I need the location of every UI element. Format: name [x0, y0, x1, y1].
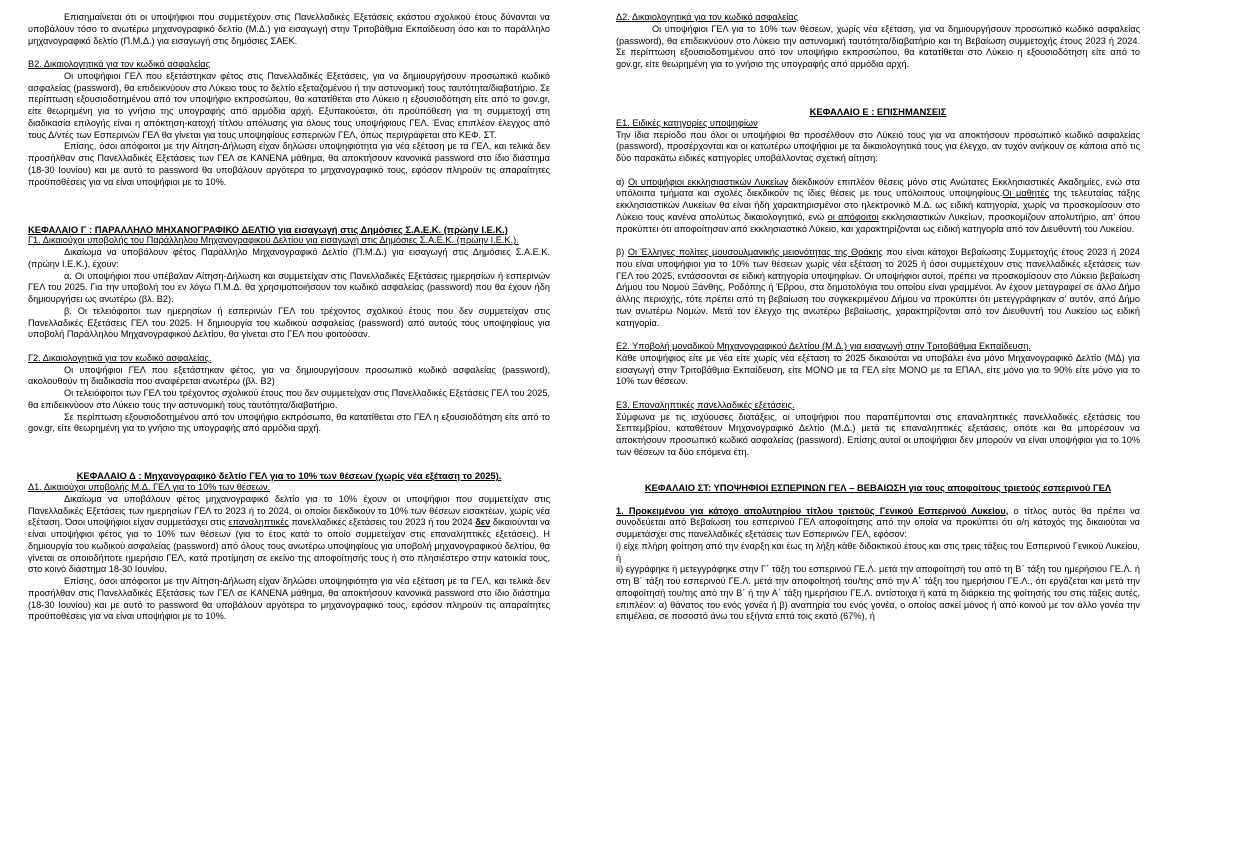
section-e3-title: Ε3. Επαναληπτικές πανελλαδικές εξετάσεις. [616, 399, 795, 410]
d1-paragraph-2: Επίσης, όσοι απόφοιτοι με την Αίτηση-Δήλωση είχαν δηλώσει υποψηφιότητα για νέα εξέταση με τα ΓΕΛ, και τελικά δεν προσήλθαν στις Πανελλαδικές Εξετάσεις των ΓΕΛ σε ΚΑΝΕΝΑ μάθημα, θα αποκτήσουν κανονικά password στο ίδιο διάστημα (18-30 Ιουνίου) και με αυτό το password θα υποβάλουν αργότερα το μηχανογραφικό τους, εφόσον πληρούν τις απαραίτητες προϋποθέσεις για να είναι υποψήφιοι με το 10%. [28, 576, 550, 622]
section-g1-title: Γ1. Δικαιούχοι υποβολής του Παράλληλου Μηχανογραφικού Δελτίου για εισαγωγή στις Δημόσιες Σ.Α.Ε.Κ. (πρώην Ι.Ε.Κ.). [28, 235, 519, 246]
chapter-st-title: ΚΕΦΑΛΑΙΟ ΣΤ: ΥΠΟΨΗΦΙΟΙ ΕΣΠΕΡΙΝΩΝ ΓΕΛ – ΒΕΒΑΙΩΣΗ για τους αποφοίτους τριετούς εσπερινού ΓΕΛ [644, 482, 1112, 493]
st1-item-ii: ii) εγγράφηκε ή μετεγγράφηκε στην Γ΄ τάξη του εσπερινού ΓΕ.Λ. μετά την αποφοίτησή του από τη Β΄ τάξη του ημερήσιου ΓΕ.Λ. ή στη Β΄ τάξη του εσπερινού ΓΕ.Λ. μετά την αποφοίτησή του/της από την Α΄ τάξη του ημερήσιου ΓΕ.Λ., ότι εργάζεται και μετά την αποφοίτησή του/της από την Β΄ ή την Α΄ τάξη ημερήσιου ΓΕ.Λ. αντίστοιχα ή κατά τη διάρκεια της φοίτησής του στις τάξεις αυτές, επιπλέον: α) θάνατος του ενός γονέα ή β) αναπηρία του ενός γονέα, ο οποίος ασκεί μόνος ή από κοινού με τον άλλο γονέα την επιμέλεια, σε ποσοστό άνω του εξήντα επτά τοις εκατό (67%), ή [616, 564, 1140, 622]
chapter-d-title: ΚΕΦΑΛΑΙΟ Δ : Μηχανογραφικό δελτίο ΓΕΛ για το 10% των θέσεων (χωρίς νέα εξέταση το 2025). [76, 470, 502, 482]
g1-item-b: β. Οι τελειόφοιτοι των ημερησίων ή εσπερινών ΓΕΛ του τρέχοντος σχολικού έτους που δεν συμμετείχαν στις Πανελλαδικές Εξετάσεις ΓΕΛ του 2025. Η δημιουργία του κωδικού ασφαλείας (password) από αυτούς τους υποψηφίους για υποβολή Παράλληλου Μηχανογραφικού Δελτίου, θα γίνεται στο ΓΕΛ που φοιτούσαν. [28, 305, 550, 340]
d1-paragraph-1: Δικαίωμα να υποβάλουν φέτος μηχανογραφικό δελτίο για το 10% έχουν οι υποψήφιοι που συμμετείχαν στις Πανελλαδικές Εξετάσεις των ημερησίων ΓΕΛ το 2023 ή το 2024, οι οποίοι διεκδικούν το 10% των θέσεων εισακτέων, χωρίς νέα εξέταση. Όσοι υποψήφιοι είχαν συμμετάσχει στις επαναληπτικές πανελλαδικές εξετάσεις του 2023 ή του 2024 δεν δικαιούνται να είναι υποψήφιοι φέτος για το 10% των θέσεων (για το έτος κατά το οποίο συμμετείχαν στις επαναληπτικές εξετάσεις). Η δημιουργία του κωδικού ασφαλείας (password) από όλους τους ανωτέρω υποψηφίους για υποβολή μηχανογραφικού δελτίου, θα γίνεται σε οποιοδήποτε ημερήσιο ΓΕΛ, κατά προτίμηση σε εκείνο της αποφοίτησής τους ή στο πλησιέστερο στην κατοικία τους, στο κοινό διάστημα 18-30 Ιουνίου. [28, 493, 550, 575]
g1-paragraph-1: Δικαίωμα να υποβάλουν φέτος Παράλληλο Μηχανογραφικό Δελτίο (Π.Μ.Δ.) για εισαγωγή στις Δημόσιες Σ.Α.Ε.Κ. (πρώην Ι.Ε.Κ.), έχουν: [28, 247, 550, 269]
e1-item-a: α) Οι υποψήφιοι εκκλησιαστικών Λυκείων διεκδικούν επιπλέον θέσεις μόνο στις Ανώτατες Εκκλησιαστικές Ακαδημίες, ενώ στα υπόλοιπα τμήματα και σχολές διεκδικούν τις ίδιες θέσεις με τους υπόλοιπους υποψηφίους.Οι μαθητές της τελευταίας τάξης εκκλησιαστικών Λυκείων θα είναι ήδη χαρακτηρισμένοι στο ηλεκτρονικό Μ.Δ. ως ειδική κατηγορία, χωρίς να προσκομίσουν στο Λύκειο τους κανένα απολύτως δικαιολογητικό, ενώ οι απόφοιτοι εκκλησιαστικών Λυκείων, προσκομίζουν απολυτήριο, απ' όπου προκύπτει ότι αποφοίτησαν από εκκλησιαστικό Λύκειο, και χαρακτηρίζονται ως ειδική κατηγορία από τον Διευθυντή του Λυκείου. [616, 176, 1140, 234]
e3-paragraph-1: Σύμφωνα με τις ισχύουσες διατάξεις, οι υποψήφιοι που παραπέμπονται στις επαναληπτικές πανελλαδικές εξετάσεις του Σεπτεμβρίου, καταθέτουν Μηχανογραφικό Δελτίο (Μ.Δ.) μετά τις επαναληπτικές εξετάσεις, οπότε και θα μπορέσουν να αποκτήσουν προσωπικό κωδικό ασφαλείας (password). Επίσης αυτοί οι υποψήφιοι δεν μπορούν να είναι υποψήφιοι για το 10% των θέσεων τα δύο επόμενα έτη. [616, 411, 1140, 457]
chapter-g-title: ΚΕΦΑΛΑΙΟ Γ : ΠΑΡΑΛΛΗΛΟ ΜΗΧΑΝΟΓΡΑΦΙΚΟ ΔΕΛΤΙΟ για εισαγωγή στις Δημόσιες Σ.Α.Ε.Κ. (πρώην Ι.Ε.Κ.) [28, 223, 508, 235]
e1-item-b: β) Οι Έλληνες πολίτες μουσουλμανικής μειονότητας της Θράκης που είναι κάτοχοι Βεβαίωσης Συμμετοχής έτους 2023 ή 2024 που είναι υποψήφιοι για το 10% των θέσεων χωρίς νέα εξέταση το 2025 ή όσοι συμμετέχουν στις πανελλαδικές εξετάσεις των ΓΕΛ του 2025, εντάσσονται σε ειδική κατηγορία υποψηφίων. Οι υποψήφιοι αυτοί, πρέπει να προσκομίσουν στο Λύκειο βεβαίωση Δήμου του Νομού Ξάνθης, Ροδόπης ή Έβρου, στα δημοτολόγια του οποίου είναι γραμμένοι. Αν έχουν μεταγραφεί σε άλλο Δήμο άλλης περιοχής, τότε πρέπει από τη βεβαίωση του συγκεκριμένου Δήμου να προκύπτει ότι μετεγγράφηκαν σ' αυτόν, από Δήμο των ανωτέρω Νομών. Μετά τον έλεγχο της ανωτέρω βεβαίωσης, χαρακτηρίζονται από τον Διευθυντή του Λυκείου ως ειδική κατηγορία. [616, 247, 1140, 328]
st1-paragraph: 1. Προκειμένου για κάτοχο απολυτηρίου τίτλου τριετούς Γενικού Εσπερινού Λυκείου, ο τίτλος αυτός θα πρέπει να συνοδεύεται από Βεβαίωση του εσπερινού ΓΕΛ αποφοίτησης από την οποία να προκύπτει ότι ο/η κάτοχός της δικαιούται να συμμετάσχει στις πανελλαδικές εξετάσεις των Εσπερινών ΓΕΛ, εφόσον: [616, 505, 1140, 539]
section-d2-title: Δ2. Δικαιολογητικά για τον κωδικό ασφαλείας [616, 12, 799, 22]
g2-paragraph-1: Οι υποψήφιοι ΓΕΛ που εξετάστηκαν φέτος, για να δημιουργήσουν προσωπικό κωδικό ασφαλείας (password), ακολουθούν τη διαδικασία που αναφέρεται ανωτέρω (βλ. Β2) [28, 364, 550, 387]
b2-paragraph-2: Επίσης, όσοι απόφοιτοι με την Αίτηση-Δήλωση είχαν δηλώσει υποψηφιότητα για νέα εξέταση με τα ΓΕΛ, και τελικά δεν προσήλθαν στις Πανελλαδικές Εξετάσεις των ΓΕΛ σε ΚΑΝΕΝΑ μάθημα, θα αποκτήσουν κανονικά password στο ίδιο διάστημα (18-30 Ιουνίου) και με αυτό το password θα υποβάλουν αργότερα το μηχανογραφικό τους, εφόσον πληρούν τις απαραίτητες προϋποθέσεις για να είναι υποψήφιοι με το 10%. [28, 141, 550, 187]
section-e2-title: Ε2. Υποβολή μοναδικού Μηχανογραφικού Δελτίου (Μ.Δ.) για εισαγωγή στην Τριτοβάθμια Εκπαίδευση. [616, 341, 1031, 351]
chapter-e-title: ΚΕΦΑΛΑΙΟ Ε : ΕΠΙΣΗΜΑΝΣΕΙΣ [809, 106, 947, 117]
st1-item-i: i) είχε πλήρη φοίτηση από την έναρξη και έως τη λήξη κάθε διδακτικού έτους και στις τρεις τάξεις του Εσπερινού Γενικού Λυκείου, ή [616, 540, 1140, 563]
g2-paragraph-2: Οι τελειόφοιτοι των ΓΕΛ του τρέχοντος σχολικού έτους που δεν συμμετείχαν στις Πανελλαδικές Εξετάσεις ΓΕΛ του 2025, θα επιδεικνύουν στο Λύκειο τους την αστυνομική τους ταυτότητα/διαβατήριο. [28, 388, 550, 410]
left-column [28, 12, 550, 623]
e2-paragraph-1: Κάθε υποψήφιος είτε με νέα είτε χωρίς νέα εξέταση το 2025 δικαιούται να υποβάλει ένα μόνο Μηχανογραφικό Δελτίο (ΜΔ) για εισαγωγή στην Τριτοβάθμια Εκπαίδευση, είτε ΜΟΝΟ με τα ΓΕΛ είτε ΜΟΝΟ με τα ΕΠΑΛ, είτε μόνο για το 90% είτε μόνο για το 10% των θέσεων. [616, 352, 1140, 387]
section-g2-title: Γ2. Δικαιολογητικά για τον κωδικό ασφαλείας. [28, 352, 212, 363]
g1-item-a: α. Οι υποψήφιοι που υπέβαλαν Αίτηση-Δήλωση και συμμετείχαν στις Πανελλαδικές Εξετάσεις ημερησίων ή εσπερινών ΓΕΛ του 2025. Για την υποβολή του εν λόγω Π.Μ.Δ. θα χρησιμοποιήσουν τον κωδικό ασφαλείας (password) που θα έχουν ήδη δημιουργήσει ως ανωτέρω (βλ. Β2). [28, 270, 550, 304]
section-e1-title: Ε1. Ειδικές κατηγορίες υποψηφίων [616, 117, 758, 128]
d2-paragraph-1: Οι υποψήφιοι ΓΕΛ για το 10% των θέσεων, χωρίς νέα εξέταση, για να δημιουργήσουν προσωπικό κωδικό ασφαλείας (password), θα επιδεικνύουν στο Λύκειο την αστυνομική ταυτότητα/διαβατήριο και τη Βεβαίωση συμμετοχής έτους 2023 ή 2024. Σε περίπτωση εξουσιοδοτημένου από τον υποψήφιο εκπροσώπου, θα κατατίθεται στο Λύκειο η εξουσιοδότηση είτε από το gov.gr, είτε θεωρημένη για το γνήσιο της υπογραφής από αρμόδια αρχή. [616, 23, 1140, 69]
right-column [616, 12, 1140, 623]
e1-paragraph-1: Την ίδια περίοδο που όλοι οι υποψήφιοι θα προσέλθουν στο Λύκειό τους για να αποκτήσουν προσωπικό κωδικό ασφαλείας (password), προσέρχονται και οι κατωτέρω υποψήφιοι με τα δικαιολογητικά τους για έλεγχο, αν τυχόν ανήκουν σε κάποια από τις δύο παρακάτω ειδικές κατηγορίες υποβάλλοντας σχετική αίτηση: [616, 129, 1140, 163]
section-b2-title: Β2. Δικαιολογητικά για τον κωδικό ασφαλείας [28, 59, 210, 69]
g2-paragraph-3: Σε περίπτωση εξουσιοδοτημένου από τον υποψήφιο εκπρόσωπο, θα κατατίθεται στο ΓΕΛ η εξουσιοδότηση είτε από το gov.gr, είτε θεωρημένη για το γνήσιο της υπογραφής από αρμόδια αρχή. [28, 411, 550, 434]
b2-paragraph-1: Οι υποψήφιοι ΓΕΛ που εξετάστηκαν φέτος στις Πανελλαδικές Εξετάσεις, για να δημιουργήσουν προσωπικό κωδικό ασφαλείας (password), θα επιδεικνύουν στο Λύκειο τους το δελτίο εξεταζομένου ή την αστυνομική τους ταυτότητα/διαβατήριο. Σε περίπτωση εξουσιοδοτημένου από τον υποψήφιο εκπροσώπου, θα κατατίθεται στο Λύκειο η εξουσιοδότηση είτε από το gov.gr, είτε θεωρημένη για το γνήσιο της υπογραφής από αρμόδια αρχή. Εξυπακούεται, ότι προϋπόθεση για τη συμμετοχή στη διαδικασία επιλογής είναι η απόκτηση-κατοχή τίτλου απόλυσης για όλους τους υποψήφιους ΓΕΛ. Ένας επιπλέον έλεγχος από τους Δ/ντές των Εσπερινών ΓΕΛ θα γίνεται για τους υποψηφίους εσπερινών ΓΕΛ, όπως περιγράφεται στο ΚΕΦ. ΣΤ. [28, 70, 550, 140]
intro-paragraph: Επισημαίνεται ότι οι υποψήφιοι που συμμετέχουν στις Πανελλαδικές Εξετάσεις εκάστου σχολικού έτους δύνανται να υποβάλουν τόσο το ανωτέρω μηχανογραφικό δελτίο (Μ.Δ.) για εισαγωγή στην Τριτοβάθμια Εκπαίδευση όσο και το παράλληλο μηχανογραφικό δελτίο (Π.Μ.Δ.) για εισαγωγή στις δημόσιες ΣΑΕΚ. [28, 12, 550, 46]
section-d1-title: Δ1. Δικαιούχοι υποβολής Μ.Δ. ΓΕΛ για το 10% των θέσεων. [28, 482, 271, 492]
